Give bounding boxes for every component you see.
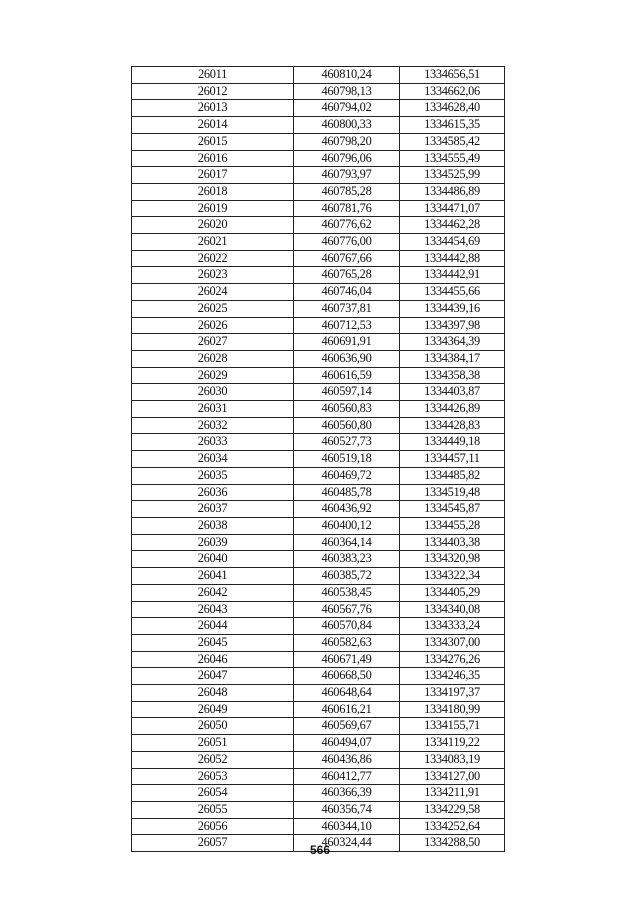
y-coordinate-cell: 1334288,50 [400, 835, 505, 852]
point-id-cell: 26037 [132, 501, 294, 518]
point-id-cell: 26018 [132, 183, 294, 200]
x-coordinate-cell: 460519,18 [294, 451, 400, 468]
y-coordinate-cell: 1334397,98 [400, 317, 505, 334]
y-coordinate-cell: 1334545,87 [400, 501, 505, 518]
x-coordinate-cell: 460494,07 [294, 735, 400, 752]
y-coordinate-cell: 1334656,51 [400, 67, 505, 84]
x-coordinate-cell: 460364,14 [294, 534, 400, 551]
point-id-cell: 26027 [132, 334, 294, 351]
y-coordinate-cell: 1334403,87 [400, 384, 505, 401]
y-coordinate-cell: 1334083,19 [400, 751, 505, 768]
point-id-cell: 26048 [132, 685, 294, 702]
table-row [132, 200, 505, 217]
point-id-cell: 26031 [132, 401, 294, 418]
y-coordinate-cell: 1334615,35 [400, 117, 505, 134]
point-id-cell: 26019 [132, 200, 294, 217]
point-id-cell: 26030 [132, 384, 294, 401]
table-row [132, 618, 505, 635]
y-coordinate-cell: 1334485,82 [400, 467, 505, 484]
x-coordinate-cell: 460616,21 [294, 701, 400, 718]
point-id-cell: 26033 [132, 434, 294, 451]
coordinates-table [131, 66, 505, 852]
point-id-cell: 26016 [132, 150, 294, 167]
x-coordinate-cell: 460560,80 [294, 417, 400, 434]
x-coordinate-cell: 460767,66 [294, 250, 400, 267]
x-coordinate-cell: 460810,24 [294, 67, 400, 84]
point-id-cell: 26054 [132, 785, 294, 802]
x-coordinate-cell: 460746,04 [294, 284, 400, 301]
table-row [132, 701, 505, 718]
y-coordinate-cell: 1334246,35 [400, 668, 505, 685]
table-row [132, 334, 505, 351]
point-id-cell: 26041 [132, 568, 294, 585]
y-coordinate-cell: 1334403,38 [400, 534, 505, 551]
table-row [132, 801, 505, 818]
table-row [132, 484, 505, 501]
table-row [132, 100, 505, 117]
table-row [132, 133, 505, 150]
x-coordinate-cell: 460366,39 [294, 785, 400, 802]
table-row [132, 117, 505, 134]
y-coordinate-cell: 1334455,28 [400, 517, 505, 534]
x-coordinate-cell: 460469,72 [294, 467, 400, 484]
y-coordinate-cell: 1334428,83 [400, 417, 505, 434]
table-row [132, 234, 505, 251]
table-row [132, 685, 505, 702]
x-coordinate-cell: 460712,53 [294, 317, 400, 334]
point-id-cell: 26044 [132, 618, 294, 635]
y-coordinate-cell: 1334462,28 [400, 217, 505, 234]
x-coordinate-cell: 460324,44 [294, 835, 400, 852]
x-coordinate-cell: 460737,81 [294, 300, 400, 317]
table-row [132, 384, 505, 401]
y-coordinate-cell: 1334405,29 [400, 584, 505, 601]
table-row [132, 534, 505, 551]
table-row [132, 451, 505, 468]
y-coordinate-cell: 1334307,00 [400, 634, 505, 651]
y-coordinate-cell: 1334555,49 [400, 150, 505, 167]
point-id-cell: 26021 [132, 234, 294, 251]
table-row [132, 83, 505, 100]
table-row [132, 150, 505, 167]
table-row [132, 417, 505, 434]
y-coordinate-cell: 1334364,39 [400, 334, 505, 351]
table-row [132, 284, 505, 301]
point-id-cell: 26035 [132, 467, 294, 484]
x-coordinate-cell: 460798,20 [294, 133, 400, 150]
y-coordinate-cell: 1334486,89 [400, 183, 505, 200]
y-coordinate-cell: 1334180,99 [400, 701, 505, 718]
x-coordinate-cell: 460344,10 [294, 818, 400, 835]
table-row [132, 584, 505, 601]
x-coordinate-cell: 460385,72 [294, 568, 400, 585]
point-id-cell: 26034 [132, 451, 294, 468]
x-coordinate-cell: 460485,78 [294, 484, 400, 501]
y-coordinate-cell: 1334276,26 [400, 651, 505, 668]
x-coordinate-cell: 460796,06 [294, 150, 400, 167]
y-coordinate-cell: 1334455,66 [400, 284, 505, 301]
y-coordinate-cell: 1334358,38 [400, 367, 505, 384]
point-id-cell: 26025 [132, 300, 294, 317]
x-coordinate-cell: 460538,45 [294, 584, 400, 601]
x-coordinate-cell: 460436,86 [294, 751, 400, 768]
table-row [132, 601, 505, 618]
x-coordinate-cell: 460798,13 [294, 83, 400, 100]
table-row [132, 651, 505, 668]
table-row [132, 401, 505, 418]
point-id-cell: 26043 [132, 601, 294, 618]
table-row [132, 568, 505, 585]
y-coordinate-cell: 1334127,00 [400, 768, 505, 785]
point-id-cell: 26053 [132, 768, 294, 785]
point-id-cell: 26029 [132, 367, 294, 384]
table-row [132, 367, 505, 384]
point-id-cell: 26045 [132, 634, 294, 651]
table-row [132, 501, 505, 518]
x-coordinate-cell: 460776,00 [294, 234, 400, 251]
x-coordinate-cell: 460781,76 [294, 200, 400, 217]
y-coordinate-cell: 1334155,71 [400, 718, 505, 735]
x-coordinate-cell: 460636,90 [294, 350, 400, 367]
x-coordinate-cell: 460765,28 [294, 267, 400, 284]
table-row [132, 634, 505, 651]
point-id-cell: 26024 [132, 284, 294, 301]
x-coordinate-cell: 460527,73 [294, 434, 400, 451]
y-coordinate-cell: 1334320,98 [400, 551, 505, 568]
point-id-cell: 26036 [132, 484, 294, 501]
y-coordinate-cell: 1334211,91 [400, 785, 505, 802]
x-coordinate-cell: 460597,14 [294, 384, 400, 401]
x-coordinate-cell: 460616,59 [294, 367, 400, 384]
table-row [132, 517, 505, 534]
y-coordinate-cell: 1334457,11 [400, 451, 505, 468]
x-coordinate-cell: 460570,84 [294, 618, 400, 635]
point-id-cell: 26056 [132, 818, 294, 835]
table-row [132, 67, 505, 84]
table-row [132, 317, 505, 334]
y-coordinate-cell: 1334252,64 [400, 818, 505, 835]
table-row [132, 167, 505, 184]
point-id-cell: 26020 [132, 217, 294, 234]
table-row [132, 183, 505, 200]
y-coordinate-cell: 1334442,91 [400, 267, 505, 284]
point-id-cell: 26049 [132, 701, 294, 718]
x-coordinate-cell: 460785,28 [294, 183, 400, 200]
y-coordinate-cell: 1334229,58 [400, 801, 505, 818]
y-coordinate-cell: 1334442,88 [400, 250, 505, 267]
x-coordinate-cell: 460567,76 [294, 601, 400, 618]
table-row [132, 350, 505, 367]
point-id-cell: 26051 [132, 735, 294, 752]
point-id-cell: 26012 [132, 83, 294, 100]
x-coordinate-cell: 460560,83 [294, 401, 400, 418]
coordinates-table-body [132, 67, 505, 852]
y-coordinate-cell: 1334384,17 [400, 350, 505, 367]
y-coordinate-cell: 1334454,69 [400, 234, 505, 251]
x-coordinate-cell: 460794,02 [294, 100, 400, 117]
point-id-cell: 26057 [132, 835, 294, 852]
table-row [132, 217, 505, 234]
y-coordinate-cell: 1334628,40 [400, 100, 505, 117]
x-coordinate-cell: 460436,92 [294, 501, 400, 518]
table-row [132, 250, 505, 267]
point-id-cell: 26026 [132, 317, 294, 334]
point-id-cell: 26039 [132, 534, 294, 551]
point-id-cell: 26015 [132, 133, 294, 150]
y-coordinate-cell: 1334322,34 [400, 568, 505, 585]
table-row [132, 735, 505, 752]
x-coordinate-cell: 460569,67 [294, 718, 400, 735]
point-id-cell: 26038 [132, 517, 294, 534]
table-row [132, 785, 505, 802]
point-id-cell: 26013 [132, 100, 294, 117]
y-coordinate-cell: 1334662,06 [400, 83, 505, 100]
x-coordinate-cell: 460383,23 [294, 551, 400, 568]
point-id-cell: 26023 [132, 267, 294, 284]
table-row [132, 751, 505, 768]
point-id-cell: 26022 [132, 250, 294, 267]
point-id-cell: 26042 [132, 584, 294, 601]
y-coordinate-cell: 1334439,16 [400, 300, 505, 317]
table-row [132, 668, 505, 685]
point-id-cell: 26032 [132, 417, 294, 434]
x-coordinate-cell: 460668,50 [294, 668, 400, 685]
x-coordinate-cell: 460776,62 [294, 217, 400, 234]
y-coordinate-cell: 1334519,48 [400, 484, 505, 501]
x-coordinate-cell: 460800,33 [294, 117, 400, 134]
point-id-cell: 26052 [132, 751, 294, 768]
table-row [132, 300, 505, 317]
x-coordinate-cell: 460691,91 [294, 334, 400, 351]
x-coordinate-cell: 460400,12 [294, 517, 400, 534]
table-row [132, 818, 505, 835]
point-id-cell: 26017 [132, 167, 294, 184]
y-coordinate-cell: 1334119,22 [400, 735, 505, 752]
x-coordinate-cell: 460412,77 [294, 768, 400, 785]
x-coordinate-cell: 460793,97 [294, 167, 400, 184]
page-number: 566 [309, 843, 331, 857]
y-coordinate-cell: 1334197,37 [400, 685, 505, 702]
x-coordinate-cell: 460648,64 [294, 685, 400, 702]
y-coordinate-cell: 1334340,08 [400, 601, 505, 618]
x-coordinate-cell: 460356,74 [294, 801, 400, 818]
table-row [132, 267, 505, 284]
table-row [132, 467, 505, 484]
table-row [132, 551, 505, 568]
y-coordinate-cell: 1334449,18 [400, 434, 505, 451]
y-coordinate-cell: 1334585,42 [400, 133, 505, 150]
x-coordinate-cell: 460582,63 [294, 634, 400, 651]
y-coordinate-cell: 1334525,99 [400, 167, 505, 184]
y-coordinate-cell: 1334426,89 [400, 401, 505, 418]
table-row [132, 718, 505, 735]
point-id-cell: 26046 [132, 651, 294, 668]
point-id-cell: 26011 [132, 67, 294, 84]
table-row [132, 768, 505, 785]
y-coordinate-cell: 1334333,24 [400, 618, 505, 635]
point-id-cell: 26047 [132, 668, 294, 685]
point-id-cell: 26014 [132, 117, 294, 134]
point-id-cell: 26050 [132, 718, 294, 735]
x-coordinate-cell: 460671,49 [294, 651, 400, 668]
table-row [132, 434, 505, 451]
y-coordinate-cell: 1334471,07 [400, 200, 505, 217]
point-id-cell: 26055 [132, 801, 294, 818]
point-id-cell: 26040 [132, 551, 294, 568]
point-id-cell: 26028 [132, 350, 294, 367]
